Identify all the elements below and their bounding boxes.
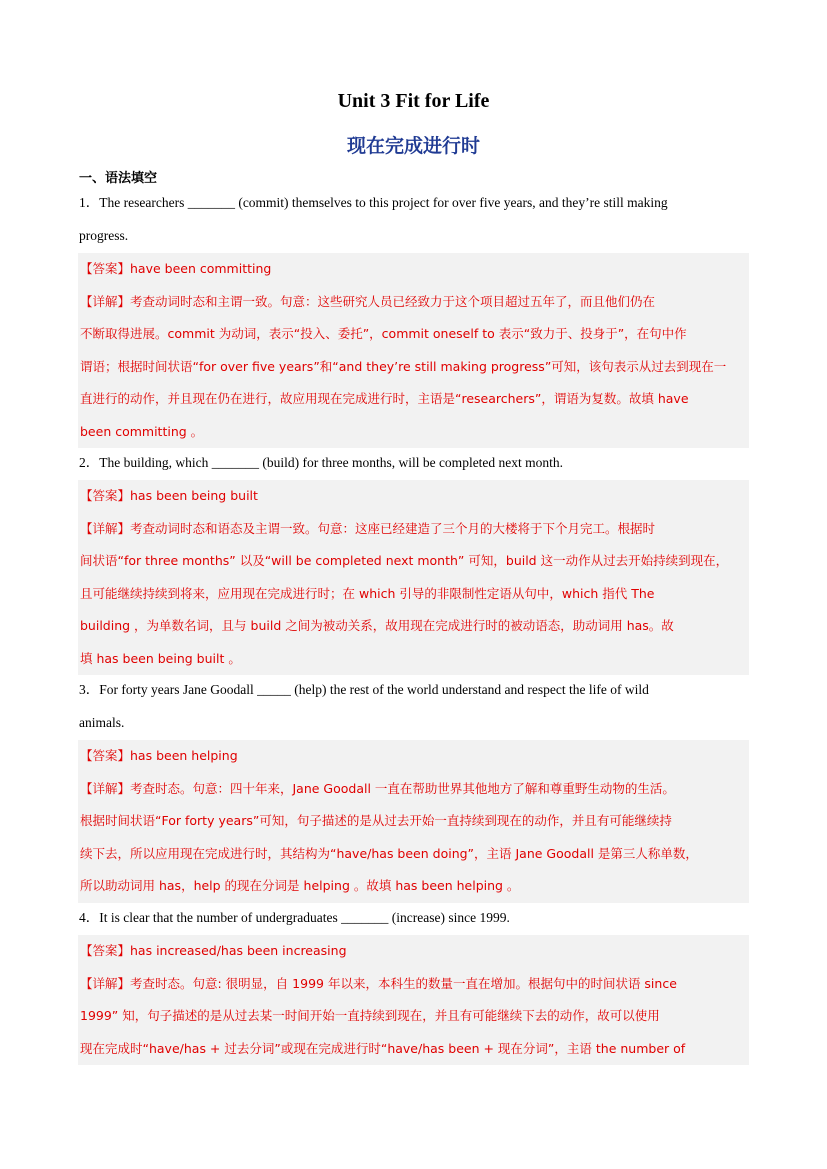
- question-3-answer-block: [78, 740, 749, 903]
- document-subtitle: 现在完成进行时: [346, 135, 480, 157]
- question-3-detail-line-1: 【详解】考查时态。句意：四十年来，Jane Goodall 一直在帮助世界其他地方了解和尊重野生动物的生活。: [80, 780, 675, 796]
- question-4-answer-block: [78, 935, 749, 1065]
- question-3-line-2: animals.: [79, 715, 125, 730]
- question-2-detail-line-2: 间状语“for three months” 以及“will be completed next month” 可知，build 这一动作从过去开始持续到现在，: [80, 553, 729, 568]
- question-3-detail-line-3: 续下去，所以应用现在完成进行时，其结构为“have/has been doing”，主语 Jane Goodall 是第三人称单数，: [80, 845, 698, 861]
- question-1-answer: 【答案】have been committing: [80, 261, 272, 276]
- question-4-detail-line-3: 现在完成时“have/has + 过去分词”或现在完成进行时“have/has been + 现在分词”，主语 the number of: [80, 1040, 686, 1056]
- question-2-answer: 【答案】has been being built: [80, 488, 258, 503]
- question-2-detail-line-5: 填 has been being built 。: [80, 650, 241, 666]
- question-2-detail-line-3: 且可能继续持续到将来，应用现在完成进行时；在 which 引导的非限制性定语从句中，which 指代 The: [80, 585, 655, 601]
- question-3-answer: 【答案】has been helping: [80, 748, 238, 763]
- document-title: Unit 3 Fit for Life: [337, 90, 490, 112]
- question-4-detail-line-1: 【详解】考查时态。句意: 很明显，自 1999 年以来，本科生的数量一直在增加。根据句中的时间状语 since: [80, 975, 677, 991]
- question-3-detail-line-2: 根据时间状语“For forty years”可知，句子描述的是从过去开始一直持续到现在的动作，并且有可能继续持: [80, 813, 672, 828]
- question-1-answer-block: [78, 253, 749, 448]
- question-1-detail-line-5: been committing 。: [80, 423, 204, 439]
- question-3-detail-line-4: 所以助动词用 has，help 的现在分词是 helping 。故填 has been helping 。: [80, 878, 520, 893]
- question-3-line-1: 3．For forty years Jane Goodall _____ (help) the rest of the world understand and respect the life of wild: [79, 682, 649, 697]
- question-1-detail-line-2: 不断取得进展。commit 为动词，表示“投入、委托”，commit oneself to 表示“致力于、投身于”，在句中作: [80, 326, 687, 341]
- question-1-detail-line-1: 【详解】考查动词时态和主谓一致。句意：这些研究人员已经致力于这个项目超过五年了，而且他们仍在: [80, 293, 656, 309]
- question-1-detail-line-3: 谓语；根据时间状语“for over five years”和“and they’re still making progress”可知，该句表示从过去到现在一: [80, 358, 727, 374]
- question-4-detail-line-2: 1999” 知，句子描述的是从过去某一时间开始一直持续到现在，并且有可能继续下去的动作，故可以使用: [80, 1008, 660, 1023]
- question-4-line-1: 4．It is clear that the number of undergraduates _______ (increase) since 1999.: [79, 910, 510, 925]
- question-4-answer: 【答案】has increased/has been increasing: [80, 943, 347, 958]
- question-1-detail-line-4: 直进行的动作，并且现在仍在进行，故应用现在完成进行时，主语是“researchers”，谓语为复数。故填 have: [80, 391, 689, 406]
- question-1-line-1: 1．The researchers _______ (commit) themselves to this project for over five years, and they’re still making: [79, 195, 668, 210]
- question-2-answer-block: [78, 480, 749, 675]
- question-2-detail-line-4: building ，为单数名词，且与 build 之间为被动关系，故用现在完成进行时的被动语态，助动词用 has。故: [80, 618, 674, 633]
- question-2-line-1: 2．The building, which _______ (build) for three months, will be completed next month.: [79, 455, 564, 470]
- section-heading: 一、语法填空: [79, 171, 158, 186]
- question-2-detail-line-1: 【详解】考查动词时态和语态及主谓一致。句意：这座已经建造了三个月的大楼将于下个月完工。根据时: [80, 520, 656, 536]
- question-1-line-2: progress.: [79, 228, 129, 243]
